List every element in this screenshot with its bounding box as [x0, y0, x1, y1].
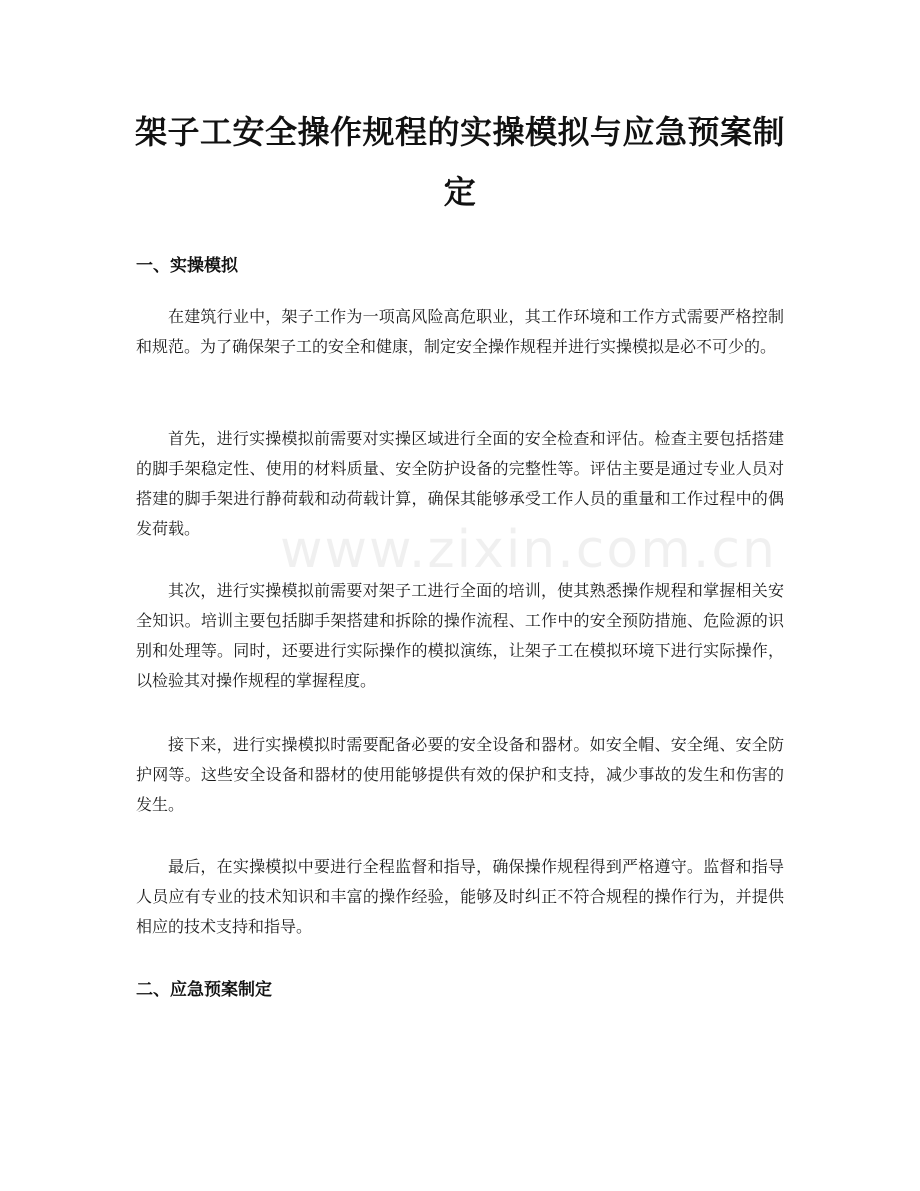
paragraph-3: 其次，进行实操模拟前需要对架子工进行全面的培训，使其熟悉操作规程和掌握相关安全知识。培训主要包括脚手架搭建和拆除的操作流程、工作中的安全预防措施、危险源的识别和处理等。同时，还要进行实际操作的模拟演练，让架子工在模拟环境下进行实际操作，以检验其对操作规程的掌握程度。 — [136, 581, 784, 690]
section-heading-1: 一、实操模拟 — [136, 256, 238, 276]
watermark: www.zixin.com.cn — [280, 520, 777, 580]
paragraph-1: 在建筑行业中，架子工作为一项高风险高危职业，其工作环境和工作方式需要严格控制和规范。为了确保架子工的安全和健康，制定安全操作规程并进行实操模拟是必不可少的。 — [136, 307, 784, 356]
paragraph-2: 首先，进行实操模拟前需要对实操区域进行全面的安全检查和评估。检查主要包括搭建的脚手架稳定性、使用的材料质量、安全防护设备的完整性等。评估主要是通过专业人员对搭建的脚手架进行静荷载和动荷载计算，确保其能够承受工作人员的重量和工作过程中的偶发荷载。 — [136, 429, 784, 538]
section-heading-2: 二、应急预案制定 — [136, 980, 272, 1000]
document-title: 架子工安全操作规程的实操模拟与应急预案制定 — [134, 113, 785, 211]
paragraph-5: 最后，在实操模拟中要进行全程监督和指导，确保操作规程得到严格遵守。监督和指导人员应有专业的技术知识和丰富的操作经验，能够及时纠正不符合规程的操作行为，并提供相应的技术支持和指导。 — [136, 857, 784, 936]
paragraph-4: 接下来，进行实操模拟时需要配备必要的安全设备和器材。如安全帽、安全绳、安全防护网等。这些安全设备和器材的使用能够提供有效的保护和支持，减少事故的发生和伤害的发生。 — [136, 735, 784, 814]
